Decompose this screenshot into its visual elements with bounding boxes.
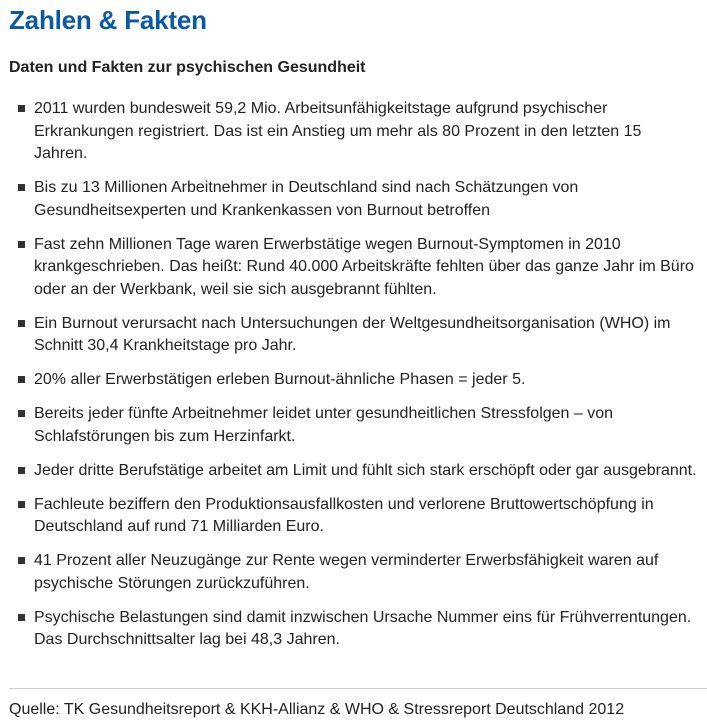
square-bullet-icon: [18, 241, 25, 248]
facts-list: [0, 98, 707, 663]
list-item: [0, 369, 707, 392]
fact-text: Fast zehn Millionen Tage waren Erwerbstätige wegen Burnout-Symptomen in 2010 krankgeschrieben. Das heißt: Rund 40.000 Arbeitskräfte fehlten über das ganze Jahr im Büro oder an der Werkbank, weil sie sich ausgebrannt fühlten.: [34, 235, 694, 298]
fact-text: Psychische Belastungen sind damit inzwischen Ursache Nummer eins für Frühverrentungen. Das Durchschnittsalter lag bei 48,3 Jahren.: [34, 608, 692, 648]
square-bullet-icon: [18, 320, 25, 327]
list-item: [0, 177, 707, 222]
list-item: [0, 98, 707, 166]
fact-text: Jeder dritte Berufstätige arbeitet am Limit und fühlt sich stark erschöpft oder gar ausgebrannt.: [34, 461, 697, 479]
list-item: [0, 607, 707, 652]
fact-text: Fachleute beziffern den Produktionsausfallkosten und verlorene Bruttowertschöpfung in Deutschland auf rund 71 Milliarden Euro.: [34, 495, 654, 535]
fact-text: 20% aller Erwerbstätigen erleben Burnout-ähnliche Phasen = jeder 5.: [34, 371, 526, 388]
list-item: [0, 460, 707, 483]
list-item: [0, 550, 707, 595]
fact-text: 2011 wurden bundesweit 59,2 Mio. Arbeitsunfähigkeitstage aufgrund psychischer Erkrankungen registriert. Das ist ein Anstieg um mehr als 80 Prozent in den letzten 15 Jahren.: [34, 100, 642, 162]
square-bullet-icon: [18, 105, 25, 112]
fact-text: 41 Prozent aller Neuzugänge zur Rente wegen verminderter Erwerbsfähigkeit waren auf psychische Störungen zurückzuführen.: [34, 552, 659, 592]
square-bullet-icon: [18, 410, 25, 417]
source-citation: Quelle: TK Gesundheitsreport & KKH-Allianz & WHO & Stressreport Deutschland 2012: [9, 701, 625, 718]
square-bullet-icon: [18, 184, 25, 191]
fact-text: Bereits jeder fünfte Arbeitnehmer leidet unter gesundheitlichen Stressfolgen – von Schlafstörungen bis zum Herzinfarkt.: [34, 405, 614, 445]
square-bullet-icon: [18, 501, 25, 508]
square-bullet-icon: [18, 467, 25, 474]
divider: [9, 688, 707, 689]
square-bullet-icon: [18, 614, 25, 621]
section-subtitle: Daten und Fakten zur psychischen Gesundheit: [9, 59, 366, 76]
list-item: [0, 313, 707, 358]
list-item: [0, 403, 707, 448]
list-item: [0, 494, 707, 539]
list-item: [0, 234, 707, 302]
fact-text: Ein Burnout verursacht nach Untersuchungen der Weltgesundheitsorganisation (WHO) im Schnitt 30,4 Krankheitstage pro Jahr.: [34, 314, 671, 354]
square-bullet-icon: [18, 376, 25, 383]
page-title: Zahlen & Fakten: [9, 5, 207, 35]
square-bullet-icon: [18, 557, 25, 564]
fact-text: Bis zu 13 Millionen Arbeitnehmer in Deutschland sind nach Schätzungen von Gesundheitsexperten und Krankenkassen von Burnout betroffen: [34, 179, 579, 219]
